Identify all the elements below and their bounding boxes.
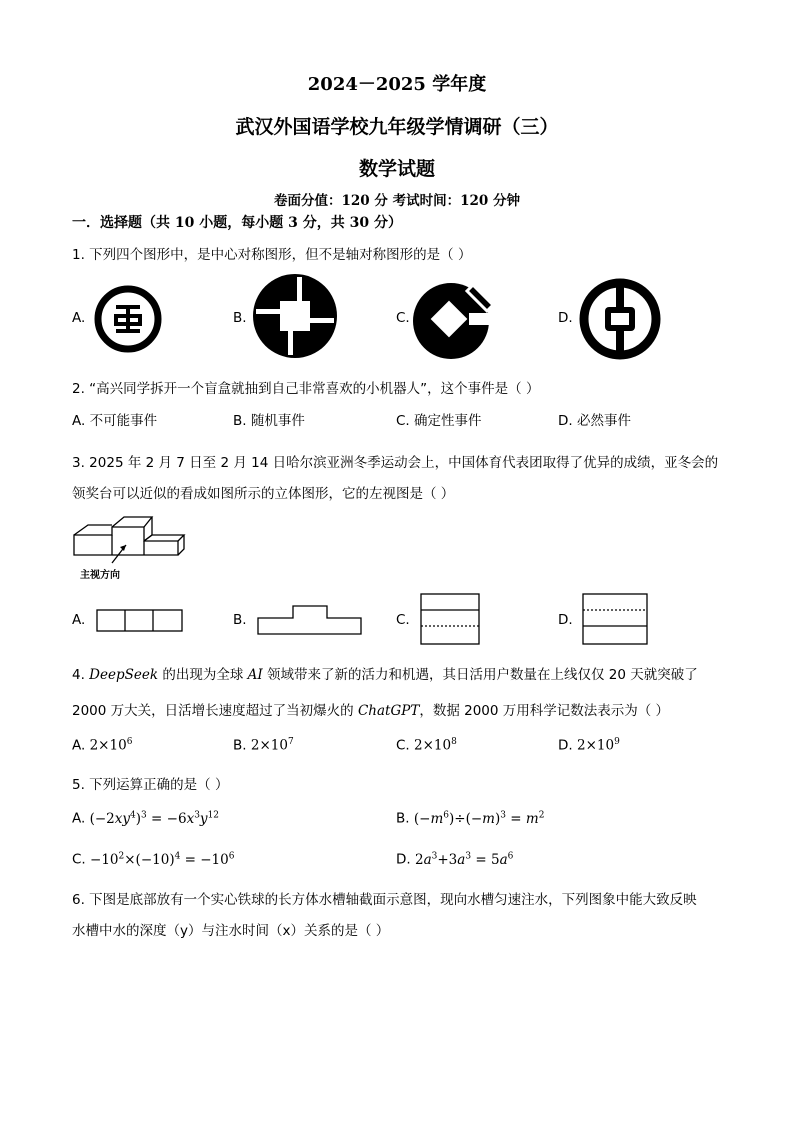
q4-option-exp: 9	[614, 737, 620, 747]
q3-option-c-figure	[420, 593, 482, 647]
q4-option-base: 2×10	[414, 737, 452, 754]
q2-option-c: C. 确定性事件	[396, 413, 482, 429]
q1-figure-d-boc-icon	[578, 277, 662, 361]
q2-option-d: D. 必然事件	[558, 413, 631, 429]
q3-label-c: C.	[396, 612, 410, 628]
q4-text-part: ，数据 2000 万用科学记数法表示为（ ）	[419, 703, 670, 719]
section-title: 一．选择题（共 10 小题，每小题 3 分，共 30 分）	[72, 215, 402, 231]
q2-option-a: A. 不可能事件	[72, 413, 158, 429]
q4-option-d	[558, 737, 620, 754]
q1-label-c: C.	[396, 310, 410, 326]
q2-option-b: B. 随机事件	[233, 413, 305, 429]
q5-option-label: A.	[72, 810, 86, 827]
q4-text-part: 领域带来了新的活力和机遇，其日活用户数量在上线仅仅 20 天就突破了	[262, 667, 698, 683]
q1-figure-b-pinwheel-icon	[252, 273, 338, 359]
q4-option-exp: 8	[451, 737, 457, 747]
q5-option-c	[72, 851, 234, 868]
q4-stem-line1	[72, 663, 698, 683]
q3-stem-line2: 领奖台可以近似的看成如图所示的立体图形，它的左视图是（ ）	[72, 486, 455, 502]
q5-option-b	[396, 810, 544, 827]
q4-chatgpt: ChatGPT	[357, 703, 420, 719]
q4-option-base: 2×10	[576, 737, 615, 754]
q5-stem: 5. 下列运算正确的是（ ）	[72, 777, 229, 793]
q1-label-b: B.	[233, 310, 247, 326]
q5-option-a-expression: $(-2xy^4)^3 = -6x^3y^{12}$	[89, 810, 220, 827]
q3-label-d: D.	[558, 612, 573, 628]
q4-stem-line2	[72, 699, 669, 719]
q4-option-c	[396, 737, 457, 754]
q4-ai: AI	[247, 667, 263, 683]
exam-year: 2024－2025 学年度	[307, 74, 487, 95]
q5-option-b-expression: $(-m^6)\div(-m)^3 = m^2$	[413, 810, 545, 827]
q4-option-exp: 7	[287, 737, 294, 747]
exam-school-title: 武汉外国语学校九年级学情调研（三）	[235, 116, 559, 138]
q1-stem: 1. 下列四个图形中，是中心对称图形，但不是轴对称图形的是（ ）	[72, 247, 472, 263]
q6-stem-line1: 6. 下图是底部放有一个实心铁球的长方体水槽轴截面示意图，现向水槽匀速注水，下列图象中能大致反映	[72, 892, 697, 908]
q4-option-base: 2×10	[250, 737, 288, 754]
q2-stem: 2. “高兴同学拆开一个盲盒就抽到自己非常喜欢的小机器人”，这个事件是（ ）	[72, 381, 540, 397]
q4-option-label: A.	[72, 737, 86, 754]
q3-podium-figure	[72, 515, 184, 565]
exam-info: 卷面分值：120 分 考试时间：120 分钟	[274, 193, 520, 209]
q4-text-part: 的出现为全球	[158, 667, 248, 683]
q3-label-b: B.	[233, 612, 247, 628]
q4-deepseek: DeepSeek	[89, 667, 159, 683]
q4-option-a	[72, 737, 132, 754]
q3-option-b-figure	[257, 604, 363, 636]
q5-option-d-expression: $2a^3+3a^3 = 5a^6$	[414, 851, 514, 868]
q3-option-d-figure	[582, 593, 650, 647]
q4-option-label: D.	[558, 737, 573, 754]
q5-option-c-expression: $-10^2\times(-10)^4 = -10^6$	[90, 851, 235, 868]
q3-figure-caption: 主视方向	[80, 570, 120, 581]
q5-option-label: C.	[72, 851, 86, 868]
q5-option-label: D.	[396, 851, 411, 868]
q1-figure-a-icbc-icon	[92, 283, 164, 355]
q4-option-label: B.	[233, 737, 247, 754]
q6-stem-line2: 水槽中水的深度（y）与注水时间（x）关系的是（ ）	[72, 923, 390, 939]
q5-option-a	[72, 810, 219, 827]
q1-label-a: A.	[72, 310, 86, 326]
q3-option-a-figure	[96, 609, 184, 633]
q4-option-b	[233, 737, 294, 754]
exam-subject: 数学试题	[358, 158, 435, 180]
q5-option-d	[396, 851, 513, 868]
q3-stem-line1: 3. 2025 年 2 月 7 日至 2 月 14 日哈尔滨亚洲冬季运动会上，中国体育代表团取得了优异的成绩，亚冬会的	[72, 455, 719, 471]
q3-label-a: A.	[72, 612, 86, 628]
q1-label-d: D.	[558, 310, 573, 326]
q4-text-part: 2000 万大关，日活增长速度超过了当初爆火的	[72, 703, 358, 719]
q4-option-base: 2×10	[89, 737, 127, 754]
q4-option-label: C.	[396, 737, 410, 754]
q5-option-label: B.	[396, 810, 410, 827]
q4-option-exp: 6	[126, 737, 133, 747]
q1-figure-c-ccb-icon	[413, 277, 495, 359]
q4-number: 4.	[72, 667, 90, 683]
